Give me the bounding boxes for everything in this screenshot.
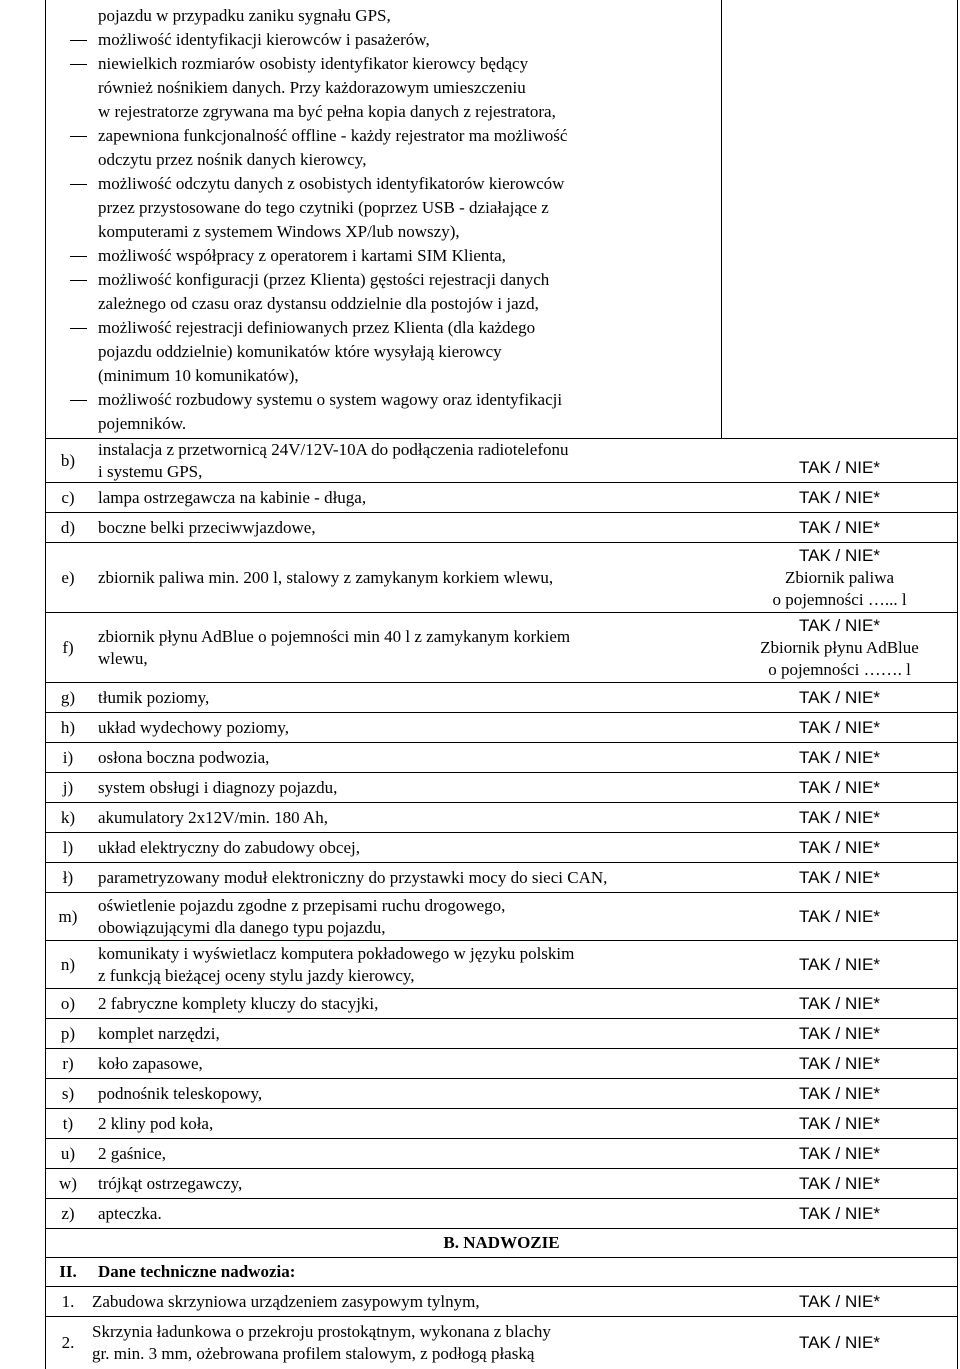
- list-line: [98, 268, 721, 292]
- item-description-line: obowiązującymi dla danego typu pojazdu,: [98, 917, 386, 937]
- item-row: [46, 773, 957, 803]
- item-description-line: zbiornik płynu AdBlue o pojemności min 40 l z zamykanym korkiem: [98, 626, 571, 646]
- list-line: [98, 172, 721, 196]
- yes-no-choice[interactable]: TAK / NIE*: [799, 867, 880, 887]
- item-description-line: komplet narzędzi,: [98, 1023, 220, 1043]
- list-line: [98, 364, 721, 388]
- item-description: [90, 439, 722, 482]
- item-description-line: układ elektryczny do zabudowy obcej,: [98, 837, 360, 857]
- item-description-line: boczne belki przeciwwjazdowe,: [98, 517, 316, 537]
- dash-bullet: [70, 40, 87, 41]
- item-row: [46, 683, 957, 713]
- yes-no-choice[interactable]: TAK / NIE*: [799, 1291, 880, 1311]
- row-description: [90, 1317, 722, 1369]
- item-rows: [46, 439, 957, 1229]
- item-description: [90, 513, 722, 542]
- list-line-text: możliwość odczytu danych z osobistych identyfikatorów kierowców: [98, 174, 565, 193]
- list-line-text: w rejestratorze zgrywana ma być pełna kopia danych z rejestratora,: [98, 102, 556, 121]
- roman-title: Dane techniczne nadwozia:: [98, 1262, 296, 1281]
- item-letter: t): [62, 1113, 74, 1133]
- item-answer: [722, 543, 957, 612]
- item-answer: [722, 1199, 957, 1228]
- item-description-line: lampa ostrzegawcza na kabinie - długa,: [98, 487, 367, 507]
- item-description-line: komunikaty i wyświetlacz komputera pokładowego w języku polskim: [98, 943, 575, 963]
- item-row: [46, 439, 957, 483]
- list-line: [98, 100, 721, 124]
- item-letter: n): [60, 954, 76, 974]
- item-answer: [722, 743, 957, 772]
- item-description-line: tłumik poziomy,: [98, 687, 210, 707]
- item-description-line: koło zapasowe,: [98, 1053, 203, 1073]
- yes-no-choice[interactable]: TAK / NIE*: [799, 777, 880, 797]
- list-cell: [46, 0, 721, 438]
- item-description: [90, 483, 722, 512]
- list-line: [98, 76, 721, 100]
- item-answer: [722, 941, 957, 988]
- list-line-text: pojazdu w przypadku zaniku sygnału GPS,: [98, 6, 391, 25]
- dash-bullet: [70, 400, 87, 401]
- item-row: [46, 833, 957, 863]
- item-row: [46, 543, 957, 613]
- item-letter: h): [60, 717, 76, 737]
- list-line-text: zależnego od czasu oraz dystansu oddzielnie dla postojów i jazd,: [98, 294, 539, 313]
- item-letter: i): [62, 747, 74, 767]
- answer-detail-line: o pojemności …... l: [772, 589, 907, 609]
- item-description: [90, 863, 722, 892]
- item-answer: [722, 1049, 957, 1078]
- list-line: [98, 124, 721, 148]
- item-description: [90, 613, 722, 682]
- list-line: [98, 412, 721, 436]
- list-line: [98, 292, 721, 316]
- yes-no-choice[interactable]: TAK / NIE*: [799, 1333, 880, 1352]
- item-row: [46, 1169, 957, 1199]
- item-answer: [722, 803, 957, 832]
- item-description: [90, 773, 722, 802]
- item-answer: [722, 1139, 957, 1168]
- item-letter: e): [61, 567, 75, 587]
- list-line: [98, 28, 721, 52]
- item-description-line: 2 fabryczne komplety kluczy do stacyjki,: [98, 993, 379, 1013]
- item-answer: [722, 989, 957, 1018]
- item-letter: w): [59, 1173, 77, 1193]
- item-letter: p): [60, 1023, 76, 1043]
- item-description: [90, 543, 722, 612]
- item-description: [90, 1109, 722, 1138]
- item-description: [90, 1049, 722, 1078]
- item-answer: [722, 439, 957, 482]
- item-description-line: parametryzowany moduł elektroniczny do przystawki mocy do sieci CAN,: [98, 867, 608, 887]
- row-description-line: gr. min. 3 mm, ożebrowana profilem stalowym, z podłogą płaską: [92, 1344, 535, 1363]
- yes-no-choice[interactable]: TAK / NIE*: [799, 1173, 880, 1193]
- item-description: [90, 1169, 722, 1198]
- item-answer: [722, 893, 957, 940]
- item-row: [46, 803, 957, 833]
- section-header: B. NADWOZIE: [46, 1229, 957, 1258]
- item-description-line: wlewu,: [98, 648, 148, 668]
- item-answer: [722, 833, 957, 862]
- item-description-line: i systemu GPS,: [98, 461, 203, 481]
- document-table: [45, 0, 958, 1369]
- item-answer: [722, 513, 957, 542]
- list-row: [46, 0, 957, 439]
- list-line: [98, 220, 721, 244]
- yes-no-choice[interactable]: TAK / NIE*: [799, 1203, 880, 1223]
- item-row: [46, 513, 957, 543]
- yes-no-choice[interactable]: TAK / NIE*: [799, 717, 880, 737]
- numbered-row: [46, 1317, 957, 1369]
- item-letter: z): [61, 1203, 75, 1223]
- list-line-text: możliwość konfiguracji (przez Klienta) gęstości rejestracji danych: [98, 270, 550, 289]
- row-description-line: Skrzynia ładunkowa o przekroju prostokątnym, wykonana z blachy: [92, 1322, 551, 1341]
- numbered-rows: [46, 1287, 957, 1369]
- yes-no-choice[interactable]: TAK / NIE*: [799, 615, 880, 635]
- list-line: [98, 316, 721, 340]
- answer-detail-line: Zbiornik płynu AdBlue: [760, 637, 919, 657]
- item-answer: [722, 713, 957, 742]
- list-line-text: (minimum 10 komunikatów),: [98, 366, 299, 385]
- feature-list: [46, 0, 721, 438]
- row-description: [90, 1287, 722, 1316]
- item-letter: l): [62, 837, 74, 857]
- dash-bullet: [70, 64, 87, 65]
- item-description: [90, 803, 722, 832]
- item-answer: [722, 863, 957, 892]
- answer-detail-line: Zbiornik paliwa: [784, 567, 895, 587]
- item-description-line: osłona boczna podwozia,: [98, 747, 270, 767]
- list-line-text: pojazdu oddzielnie) komunikatów które wysyłają kierowcy: [98, 342, 502, 361]
- item-row: [46, 989, 957, 1019]
- item-row: [46, 1199, 957, 1229]
- list-line: [98, 52, 721, 76]
- row-number: 2.: [61, 1333, 75, 1352]
- item-row: [46, 1109, 957, 1139]
- item-description-line: instalacja z przetwornicą 24V/12V-10A do podłączenia radiotelefonu: [98, 439, 569, 459]
- item-letter: g): [60, 687, 76, 707]
- list-answer-cell: [721, 0, 957, 438]
- item-description: [90, 893, 722, 940]
- list-line: [98, 340, 721, 364]
- list-line-text: przez przystosowane do tego czytniki (poprzez USB - działające z: [98, 198, 549, 217]
- item-letter: o): [60, 993, 76, 1013]
- item-row: [46, 613, 957, 683]
- list-line: [98, 4, 721, 28]
- item-letter: u): [60, 1143, 76, 1163]
- item-letter: m): [58, 906, 78, 926]
- item-letter: c): [61, 487, 75, 507]
- item-description-line: apteczka.: [98, 1203, 162, 1223]
- item-description-line: oświetlenie pojazdu zgodne z przepisami ruchu drogowego,: [98, 895, 506, 915]
- item-description: [90, 1139, 722, 1168]
- item-description: [90, 1199, 722, 1228]
- item-row: [46, 1079, 957, 1109]
- yes-no-choice[interactable]: TAK / NIE*: [799, 1143, 880, 1163]
- roman-row: [46, 1258, 957, 1287]
- item-letter: r): [62, 1053, 74, 1073]
- row-number: 1.: [61, 1291, 75, 1311]
- item-description-line: 2 gaśnice,: [98, 1143, 166, 1163]
- item-letter: k): [60, 807, 76, 827]
- list-line-text: możliwość rozbudowy systemu o system wagowy oraz identyfikacji: [98, 390, 563, 409]
- item-description: [90, 1079, 722, 1108]
- list-line-text: zapewniona funkcjonalność offline - każdy rejestrator ma możliwość: [98, 126, 568, 145]
- item-answer: [722, 1169, 957, 1198]
- item-description-line: z funkcją bieżącej oceny stylu jazdy kierowcy,: [98, 965, 415, 985]
- yes-no-choice[interactable]: TAK / NIE*: [799, 458, 880, 477]
- item-letter: s): [61, 1083, 75, 1103]
- item-description: [90, 713, 722, 742]
- item-row: [46, 743, 957, 773]
- item-description-line: układ wydechowy poziomy,: [98, 717, 290, 737]
- item-description-line: trójkąt ostrzegawczy,: [98, 1173, 243, 1193]
- item-row: [46, 713, 957, 743]
- item-row: [46, 1019, 957, 1049]
- item-letter: f): [62, 637, 74, 657]
- yes-no-choice[interactable]: TAK / NIE*: [799, 1023, 880, 1043]
- item-description-line: akumulatory 2x12V/min. 180 Ah,: [98, 807, 328, 827]
- item-row: [46, 1049, 957, 1079]
- item-letter: d): [60, 517, 76, 537]
- list-line-text: niewielkich rozmiarów osobisty identyfikator kierowcy będący: [98, 54, 529, 73]
- list-line-text: komputerami z systemem Windows XP/lub nowszy),: [98, 222, 460, 241]
- item-description-line: podnośnik teleskopowy,: [98, 1083, 263, 1103]
- list-line-text: możliwość współpracy z operatorem i kartami SIM Klienta,: [98, 246, 506, 265]
- item-description: [90, 1019, 722, 1048]
- answer-detail-line: o pojemności ……. l: [768, 659, 911, 679]
- dash-bullet: [70, 136, 87, 137]
- item-description-line: system obsługi i diagnozy pojazdu,: [98, 777, 338, 797]
- row-description-line: Zabudowa skrzyniowa urządzeniem zasypowym tylnym,: [92, 1291, 480, 1311]
- roman-number: II.: [59, 1262, 77, 1281]
- item-row: [46, 1139, 957, 1169]
- list-line: [98, 196, 721, 220]
- yes-no-choice[interactable]: TAK / NIE*: [799, 487, 880, 507]
- list-line-text: możliwość identyfikacji kierowców i pasażerów,: [98, 30, 430, 49]
- item-answer: [722, 483, 957, 512]
- dash-bullet: [70, 328, 87, 329]
- item-answer: [722, 1019, 957, 1048]
- yes-no-choice[interactable]: TAK / NIE*: [799, 545, 880, 565]
- yes-no-choice[interactable]: TAK / NIE*: [799, 687, 880, 707]
- item-letter: b): [60, 450, 76, 470]
- item-answer: [722, 1109, 957, 1138]
- item-answer: [722, 1079, 957, 1108]
- yes-no-choice[interactable]: TAK / NIE*: [799, 954, 880, 974]
- list-line-text: również nośnikiem danych. Przy każdorazowym umieszczeniu: [98, 78, 526, 97]
- item-description: [90, 743, 722, 772]
- yes-no-choice[interactable]: TAK / NIE*: [799, 747, 880, 767]
- item-row: [46, 893, 957, 941]
- yes-no-choice[interactable]: TAK / NIE*: [799, 1083, 880, 1103]
- item-letter: j): [62, 777, 74, 797]
- dash-bullet: [70, 256, 87, 257]
- yes-no-choice[interactable]: TAK / NIE*: [799, 1053, 880, 1073]
- yes-no-choice[interactable]: TAK / NIE*: [799, 993, 880, 1013]
- yes-no-choice[interactable]: TAK / NIE*: [799, 837, 880, 857]
- item-letter: ł): [62, 867, 74, 887]
- item-answer: [722, 683, 957, 712]
- yes-no-choice[interactable]: TAK / NIE*: [799, 1113, 880, 1133]
- item-description: [90, 941, 722, 988]
- item-answer: [722, 773, 957, 802]
- item-description-line: 2 kliny pod koła,: [98, 1113, 214, 1133]
- yes-no-choice[interactable]: TAK / NIE*: [799, 807, 880, 827]
- item-row: [46, 941, 957, 989]
- item-description-line: zbiornik paliwa min. 200 l, stalowy z zamykanym korkiem wlewu,: [98, 567, 554, 587]
- list-line-text: odczytu przez nośnik danych kierowcy,: [98, 150, 367, 169]
- item-row: [46, 483, 957, 513]
- list-line: [98, 148, 721, 172]
- yes-no-choice[interactable]: TAK / NIE*: [799, 517, 880, 537]
- list-line: [98, 244, 721, 268]
- list-line-text: pojemników.: [98, 414, 187, 433]
- item-description: [90, 989, 722, 1018]
- item-description: [90, 683, 722, 712]
- numbered-row: [46, 1287, 957, 1317]
- item-description: [90, 833, 722, 862]
- item-answer: [722, 613, 957, 682]
- list-line-text: możliwość rejestracji definiowanych przez Klienta (dla każdego: [98, 318, 536, 337]
- dash-bullet: [70, 184, 87, 185]
- dash-bullet: [70, 280, 87, 281]
- list-line: [98, 388, 721, 412]
- item-row: [46, 863, 957, 893]
- yes-no-choice[interactable]: TAK / NIE*: [799, 906, 880, 926]
